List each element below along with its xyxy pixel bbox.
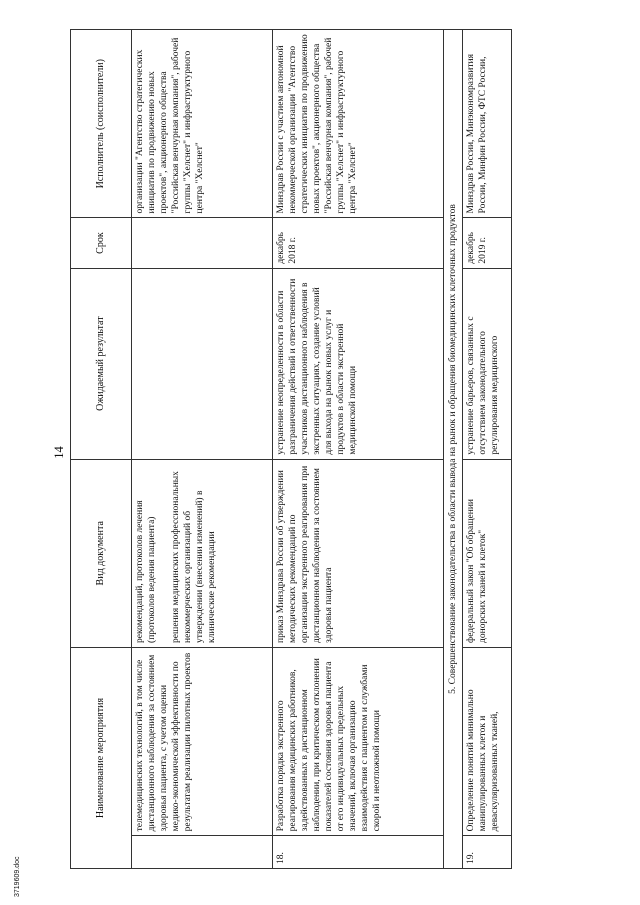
row-result: устранение неопределенности в области разграничения действий и ответственности участников дистанционного наблюдения в экстренных ситуациях, создание условий для выхода на рынок новых услуг и продуктов в области экстренной медицинской помощи: [273, 268, 444, 459]
row-term: декабрь 2019 г.: [463, 218, 512, 268]
row-name: телемедицинских технологий, в том числе дистанционного наблюдения за состоянием здоровья пациента, с учетом оценки медико-экономической эффективности по результатам реализации пилотных проектов: [132, 647, 273, 835]
row-name: Разработка порядка экстренного реагирования медицинских работников, задействованных в дистанционном наблюдении, при критическом отклонении показателей состояния здоровья пациента от его индивидуальных предельных значений, включая организацию взаимодействия с пациентом и службами скорой и неотложной помощи: [273, 647, 444, 835]
table-header-row: [71, 30, 132, 869]
row-executor: организации "Агентство стратегических инициатив по продвижению новых проектов", акционерного общества "Российская венчурная компания", рабочей группы "Хелснет" и инфраструктурного центра "Хелснет": [132, 30, 273, 218]
header-result: Ожидаемый результат: [71, 268, 132, 459]
row-number: [132, 836, 273, 869]
row-term: [132, 218, 273, 268]
row-doc: рекомендаций, протоколов лечения (протоколов ведения пациента) решения медицинских профессиональных некоммерческих организаций об утверждении (внесении изменений) в клинические рекомендации: [132, 459, 273, 647]
table-row: [273, 30, 444, 869]
row-doc: федеральный закон "Об обращении донорских тканей и клеток": [463, 459, 512, 647]
section-row: [444, 30, 463, 869]
row-result: [132, 268, 273, 459]
row-number: 18.: [273, 836, 444, 869]
table-row: [463, 30, 512, 869]
header-executor: Исполнитель (соисполнители): [71, 30, 132, 218]
row-number: 19.: [463, 836, 512, 869]
header-name: Наименование мероприятия: [71, 647, 132, 868]
action-plan-table: [70, 29, 512, 869]
row-executor: Минздрав России, Минэкономразвития России, Минфин России, ФТС России,: [463, 30, 512, 218]
footer-filename: 3719609.doc: [14, 856, 21, 897]
page-number: 14: [52, 446, 66, 459]
header-doc: Вид документа: [71, 459, 132, 647]
row-name: Определение понятий минимально манипулированных клеток и деваскуляризованных тканей,: [463, 647, 512, 835]
row-doc: приказ Минздрава России об утверждении методических рекомендаций по организации экстренного реагирования при дистанционном наблюдении за состоянием здоровья пациента: [273, 459, 444, 647]
table-row: [132, 30, 273, 869]
row-term: декабрь 2018 г.: [273, 218, 444, 268]
section-title: 5. Совершенствование законодательства в области вывода на рынок и обращения биомедицинских клеточных продуктов: [444, 30, 463, 869]
header-term: Срок: [71, 218, 132, 268]
row-result: устранение барьеров, связанных с отсутствием законодательного регулирования медицинского: [463, 268, 512, 459]
row-executor: Минздрав России с участием автономной некоммерческой организации "Агентство стратегических инициатив по продвижению новых проектов", акционерного общества "Российская венчурная компания", рабочей группы "Хелснет" и инфраструктурного центра "Хелснет": [273, 30, 444, 218]
